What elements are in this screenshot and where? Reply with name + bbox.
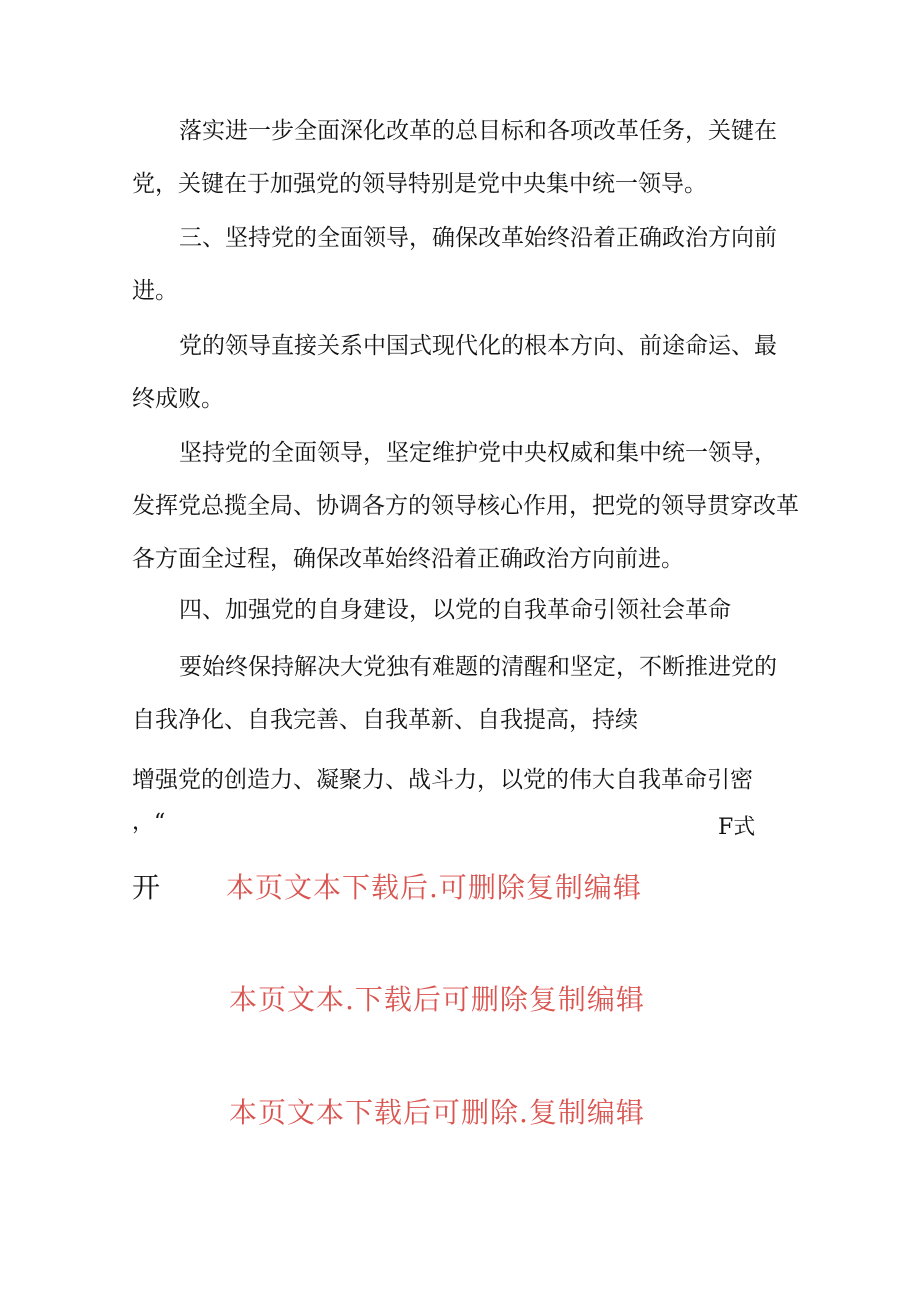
text-fragment-left: ，“: [132, 810, 166, 835]
paragraph-2-heading-3: [132, 212, 796, 318]
paragraph-line: 落实进一步全面深化改革的总目标和各项改革任务，关键在: [179, 118, 777, 144]
download-notice-2: 本页文本.下载后可删除复制编辑: [229, 983, 645, 1016]
paragraph-line: 终成败。: [132, 386, 224, 412]
paragraph-line: 坚持党的全面领导，坚定维护党中央权威和集中统一领导，: [179, 440, 777, 466]
paragraph-line: 自我净化、自我完善、自我革新、自我提高，持续: [132, 707, 638, 733]
paragraph-1: [132, 105, 796, 211]
trailing-character: 开: [132, 871, 161, 904]
paragraph-6: [132, 641, 796, 747]
paragraph-line: 各方面全过程，确保改革始终沿着正确政治方向前进。: [132, 546, 684, 572]
paragraph-4: [132, 427, 799, 586]
paragraph-line: 进。: [132, 278, 178, 304]
paragraph-3: [132, 320, 796, 426]
paragraph-line: 党的领导直接关系中国式现代化的根本方向、前途命运、最: [179, 333, 777, 359]
paragraph-5-heading-4: [132, 584, 796, 637]
paragraph-line: 发挥党总揽全局、协调各方的领导核心作用，把党的领导贯穿改革: [132, 493, 799, 519]
paragraph-line: 四、加强党的自身建设，以党的自我革命引领社会革命: [179, 597, 731, 623]
download-notice-3: 本页文本下载后可删除.复制编辑: [229, 1096, 645, 1129]
paragraph-7: [132, 754, 796, 807]
paragraph-line: 党，关键在于加强党的领导特别是党中央集中统一领导。: [132, 171, 707, 197]
download-notice-1: 本页文本下载后.可删除复制编辑: [226, 871, 642, 904]
paragraph-line: 增强党的创造力、凝聚力、战斗力，以党的伟大自我革命引密: [132, 767, 753, 793]
text-fragment-right: F式: [718, 815, 756, 840]
paragraph-line: 三、坚持党的全面领导，确保改革始终沿着正确政治方向前: [179, 225, 777, 251]
paragraph-line: 要始终保持解决大党独有难题的清醒和坚定，不断推进党的: [179, 654, 777, 680]
